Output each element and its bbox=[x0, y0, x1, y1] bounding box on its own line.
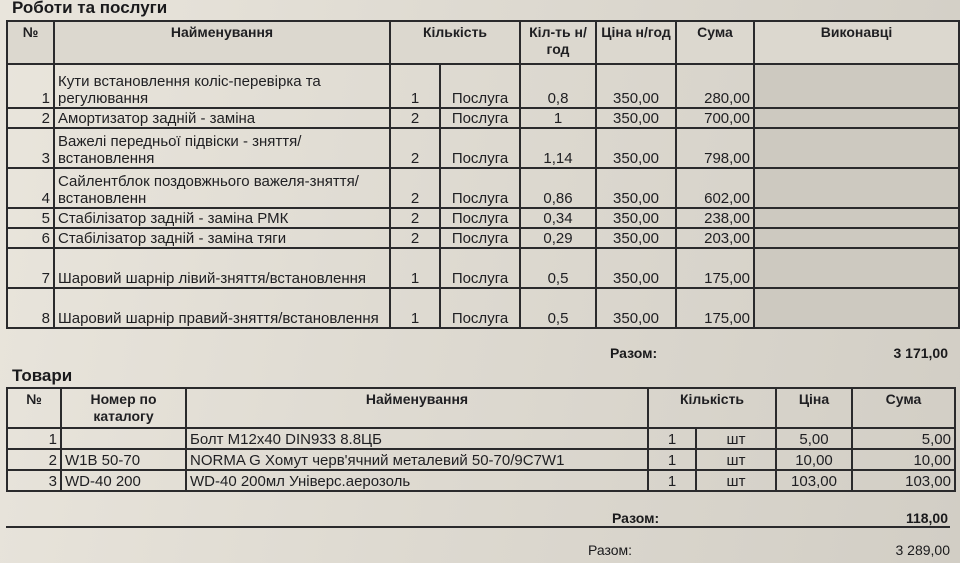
works-row-sum: 175,00 bbox=[676, 288, 754, 328]
works-row-qty: 2 bbox=[390, 228, 440, 248]
works-row-unit: Послуга bbox=[440, 108, 520, 128]
goods-row-unit: шт bbox=[696, 470, 776, 491]
works-row-hours: 0,29 bbox=[520, 228, 596, 248]
works-row-price: 350,00 bbox=[596, 108, 676, 128]
goods-row-price: 5,00 bbox=[776, 428, 852, 449]
works-row-num: 4 bbox=[7, 168, 54, 208]
goods-header-num: № bbox=[7, 388, 61, 428]
works-header-row bbox=[7, 21, 959, 64]
goods-header-catalog: Номер по каталогу bbox=[61, 388, 186, 428]
works-row-sum: 280,00 bbox=[676, 64, 754, 108]
works-row-qty: 2 bbox=[390, 168, 440, 208]
goods-header-sum: Сума bbox=[852, 388, 955, 428]
goods-row-name: NORMA G Хомут черв'ячний металевий 50-70/9C7W1 bbox=[186, 449, 648, 470]
goods-total-label: Разом: bbox=[612, 510, 660, 526]
works-row-executor bbox=[754, 168, 959, 208]
works-row-num: 3 bbox=[7, 128, 54, 168]
goods-row-catalog: WD-40 200 bbox=[61, 470, 186, 491]
works-row-sum: 700,00 bbox=[676, 108, 754, 128]
works-row bbox=[7, 208, 959, 228]
goods-row-num: 3 bbox=[7, 470, 61, 491]
works-row-num: 2 bbox=[7, 108, 54, 128]
works-row-qty: 2 bbox=[390, 128, 440, 168]
works-header-sum: Сума bbox=[676, 21, 754, 64]
goods-row-catalog: W1B 50-70 bbox=[61, 449, 186, 470]
works-header-name: Найменування bbox=[54, 21, 390, 64]
works-row-qty: 1 bbox=[390, 248, 440, 288]
works-row-executor bbox=[754, 64, 959, 108]
works-row-executor bbox=[754, 248, 959, 288]
works-row-num: 1 bbox=[7, 64, 54, 108]
works-row-unit: Послуга bbox=[440, 208, 520, 228]
goods-header-row bbox=[7, 388, 955, 428]
works-total-value: 3 171,00 bbox=[893, 345, 948, 361]
goods-row-qty: 1 bbox=[648, 428, 696, 449]
works-row-sum: 203,00 bbox=[676, 228, 754, 248]
goods-row-name: Болт М12х40 DIN933 8.8ЦБ bbox=[186, 428, 648, 449]
goods-header-name: Найменування bbox=[186, 388, 648, 428]
works-row-name: Стабілізатор задній - заміна РМК bbox=[54, 208, 390, 228]
works-section-title: Роботи та послуги bbox=[12, 0, 168, 17]
works-row-unit: Послуга bbox=[440, 168, 520, 208]
goods-row bbox=[7, 449, 955, 470]
goods-header-price: Ціна bbox=[776, 388, 852, 428]
works-row-price: 350,00 bbox=[596, 128, 676, 168]
works-row-qty: 1 bbox=[390, 64, 440, 108]
works-row-name: Важелі передньої підвіски - зняття/встановлення bbox=[54, 128, 390, 168]
works-row-sum: 798,00 bbox=[676, 128, 754, 168]
works-row-unit: Послуга bbox=[440, 228, 520, 248]
works-row-unit: Послуга bbox=[440, 288, 520, 328]
works-row-executor bbox=[754, 288, 959, 328]
works-row-price: 350,00 bbox=[596, 64, 676, 108]
goods-row-qty: 1 bbox=[648, 470, 696, 491]
works-row-qty: 1 bbox=[390, 288, 440, 328]
goods-row-sum: 103,00 bbox=[852, 470, 955, 491]
works-header-price: Ціна н/год bbox=[596, 21, 676, 64]
works-row bbox=[7, 228, 959, 248]
works-row-executor bbox=[754, 208, 959, 228]
works-row-hours: 0,86 bbox=[520, 168, 596, 208]
works-row-price: 350,00 bbox=[596, 228, 676, 248]
works-table bbox=[6, 20, 960, 329]
works-row bbox=[7, 108, 959, 128]
goods-row-price: 103,00 bbox=[776, 470, 852, 491]
works-row-sum: 175,00 bbox=[676, 248, 754, 288]
goods-row-num: 2 bbox=[7, 449, 61, 470]
goods-row-qty: 1 bbox=[648, 449, 696, 470]
works-row-sum: 602,00 bbox=[676, 168, 754, 208]
works-row-name: Шаровий шарнір лівий-зняття/встановлення bbox=[54, 248, 390, 288]
works-row-num: 7 bbox=[7, 248, 54, 288]
works-header-qty: Кількість bbox=[390, 21, 520, 64]
works-row-price: 350,00 bbox=[596, 248, 676, 288]
works-row-hours: 0,5 bbox=[520, 288, 596, 328]
goods-row bbox=[7, 428, 955, 449]
works-row-name: Сайлентблок поздовжнього важеля-зняття/встановленн bbox=[54, 168, 390, 208]
goods-header-qty: Кількість bbox=[648, 388, 776, 428]
works-header-num: № bbox=[7, 21, 54, 64]
goods-row-num: 1 bbox=[7, 428, 61, 449]
works-row-hours: 0,8 bbox=[520, 64, 596, 108]
works-row-num: 6 bbox=[7, 228, 54, 248]
works-row-qty: 2 bbox=[390, 108, 440, 128]
works-row-hours: 1 bbox=[520, 108, 596, 128]
goods-row-sum: 5,00 bbox=[852, 428, 955, 449]
works-row-price: 350,00 bbox=[596, 208, 676, 228]
grand-total-divider bbox=[6, 526, 950, 528]
works-row-executor bbox=[754, 228, 959, 248]
goods-section-title: Товари bbox=[12, 366, 73, 385]
works-row-price: 350,00 bbox=[596, 288, 676, 328]
goods-row bbox=[7, 470, 955, 491]
works-row-name: Шаровий шарнір правий-зняття/встановлення bbox=[54, 288, 390, 328]
works-row bbox=[7, 248, 959, 288]
works-header-executors: Виконавці bbox=[754, 21, 959, 64]
works-row-hours: 0,34 bbox=[520, 208, 596, 228]
goods-table bbox=[6, 387, 956, 492]
goods-row-sum: 10,00 bbox=[852, 449, 955, 470]
works-row-hours: 0,5 bbox=[520, 248, 596, 288]
works-row-qty: 2 bbox=[390, 208, 440, 228]
works-row-sum: 238,00 bbox=[676, 208, 754, 228]
works-total-label: Разом: bbox=[610, 345, 658, 361]
works-row bbox=[7, 64, 959, 108]
works-row-executor bbox=[754, 128, 959, 168]
goods-row-unit: шт bbox=[696, 449, 776, 470]
works-row-name: Амортизатор задній - заміна bbox=[54, 108, 390, 128]
goods-row-price: 10,00 bbox=[776, 449, 852, 470]
works-row-price: 350,00 bbox=[596, 168, 676, 208]
works-row-num: 8 bbox=[7, 288, 54, 328]
goods-row-catalog bbox=[61, 428, 186, 449]
works-row bbox=[7, 128, 959, 168]
works-row-hours: 1,14 bbox=[520, 128, 596, 168]
works-row-name: Кути встановлення коліс-перевірка та регулювання bbox=[54, 64, 390, 108]
goods-row-unit: шт bbox=[696, 428, 776, 449]
works-row-unit: Послуга bbox=[440, 248, 520, 288]
works-row-unit: Послуга bbox=[440, 64, 520, 108]
works-header-hours: Кіл-ть н/год bbox=[520, 21, 596, 64]
grand-total-label: Разом: bbox=[588, 542, 633, 558]
goods-row-name: WD-40 200мл Універс.аерозоль bbox=[186, 470, 648, 491]
goods-total-value: 118,00 bbox=[905, 510, 948, 526]
works-row bbox=[7, 288, 959, 328]
works-row-name: Стабілізатор задній - заміна тяги bbox=[54, 228, 390, 248]
works-row-unit: Послуга bbox=[440, 128, 520, 168]
works-row-num: 5 bbox=[7, 208, 54, 228]
works-row bbox=[7, 168, 959, 208]
grand-total-value: 3 289,00 bbox=[895, 542, 950, 558]
works-row-executor bbox=[754, 108, 959, 128]
